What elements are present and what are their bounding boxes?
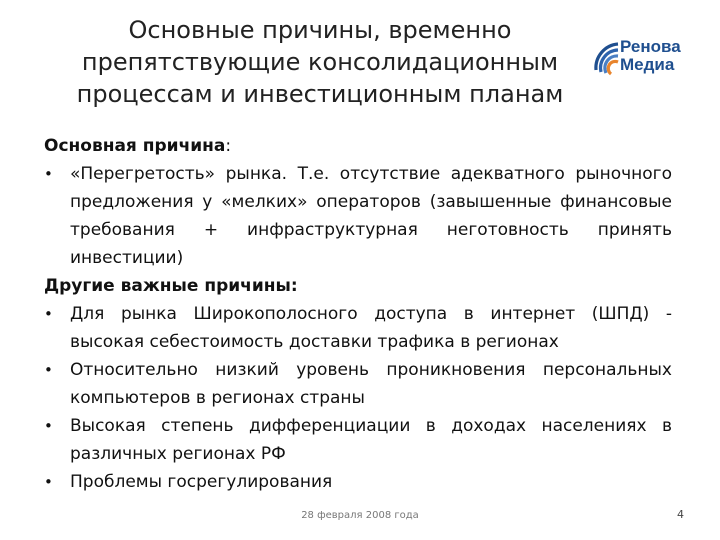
logo-line1: Ренова [620,37,681,56]
main-reason-colon: : [225,136,232,156]
renova-media-logo [588,38,692,78]
bullet-icon: • [44,417,53,435]
slide-body [44,132,672,496]
title-line: процессам и инвестиционным планам [76,80,564,108]
title-line: препятствующие консолидационным [81,48,559,76]
list-item [44,412,672,468]
list-item-text: Для рынка Широкополосного доступа в интернет (ШПД) - высокая себестоимость доставки трафика в регионах [70,304,672,352]
main-reason-label: Основная причина [44,136,226,156]
list-item [44,160,672,272]
bullet-icon: • [44,361,53,379]
list-item-text: Проблемы госрегулирования [70,472,333,492]
list-item-text: Относительно низкий уровень проникновения персональных компьютеров в регионах страны [70,360,672,408]
list-item-text: «Перегретость» рынка. Т.е. отсутствие адекватного рыночного предложения у «мелких» операторов (завышенные финансовые требования + инфраструктурная неготовность принять инвестиции) [70,164,672,268]
logo-arcs-icon [588,38,622,78]
main-reason-heading [44,132,672,160]
logo-line2: Медиа [620,55,675,74]
title-line: Основные причины, временно [128,16,512,44]
list-item [44,300,672,356]
logo-text [620,38,681,74]
slide-title [60,14,580,110]
bullet-icon: • [44,165,53,183]
other-reasons-heading [44,272,672,300]
other-reasons-label: Другие важные причины: [44,276,298,296]
bullet-icon: • [44,473,53,491]
page-number: 4 [677,508,684,521]
list-item [44,468,672,496]
bullet-icon: • [44,305,53,323]
list-item-text: Высокая степень дифференциации в доходах населениях в различных регионах РФ [70,416,672,464]
list-item [44,356,672,412]
footer-date: 28 февраля 2008 года [301,510,419,521]
